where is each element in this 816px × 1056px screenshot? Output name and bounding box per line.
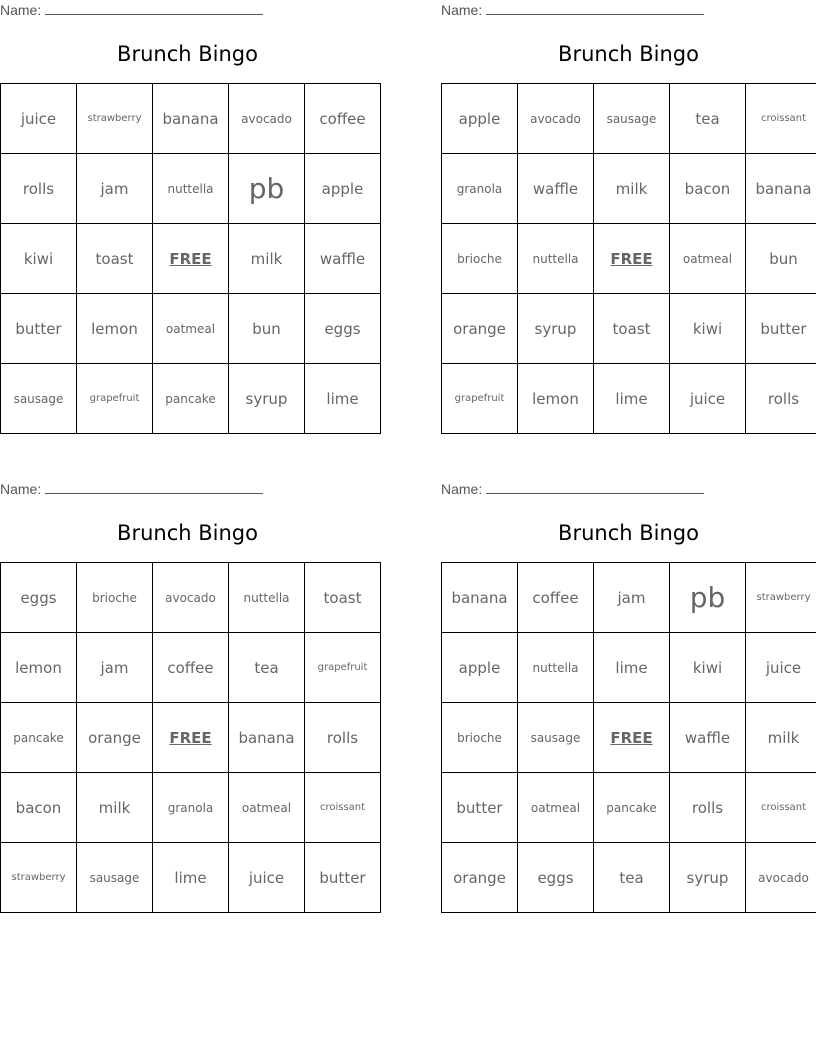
bingo-cell: banana [746, 154, 816, 224]
bingo-cell: juice [670, 364, 746, 434]
card-title: Brunch Bingo [117, 42, 258, 66]
bingo-cell: lime [594, 364, 670, 434]
free-space-cell: FREE [153, 224, 229, 294]
bingo-cell: syrup [229, 364, 305, 434]
bingo-cell: orange [442, 843, 518, 913]
grid-row [442, 224, 816, 294]
bingo-cell: milk [229, 224, 305, 294]
bingo-cell: butter [746, 294, 816, 364]
bingo-cell: kiwi [1, 224, 77, 294]
bingo-cell: syrup [670, 843, 746, 913]
bingo-cell: waffle [305, 224, 381, 294]
bingo-cell: eggs [1, 563, 77, 633]
bingo-cell: orange [77, 703, 153, 773]
bingo-cell: sausage [518, 703, 594, 773]
bingo-cell: oatmeal [670, 224, 746, 294]
grid-row [1, 364, 381, 434]
bingo-cell: pb [670, 563, 746, 633]
grid-row [442, 703, 816, 773]
grid-row [1, 224, 381, 294]
bingo-cell: kiwi [670, 633, 746, 703]
bingo-cell: nuttella [153, 154, 229, 224]
bingo-cell: lime [153, 843, 229, 913]
bingo-cell: jam [77, 633, 153, 703]
bingo-cell: nuttella [229, 563, 305, 633]
grid-row [1, 154, 381, 224]
name-field [0, 2, 263, 18]
bingo-cell: banana [153, 84, 229, 154]
bingo-cell: oatmeal [153, 294, 229, 364]
bingo-cell: sausage [1, 364, 77, 434]
grid-row [1, 633, 381, 703]
grid-row [442, 84, 816, 154]
grid-row [442, 294, 816, 364]
bingo-cell: banana [229, 703, 305, 773]
bingo-cell: croissant [746, 773, 816, 843]
bingo-cell: coffee [518, 563, 594, 633]
bingo-cell: avocado [518, 84, 594, 154]
card-title: Brunch Bingo [117, 521, 258, 545]
grid-row [1, 563, 381, 633]
bingo-cell: rolls [670, 773, 746, 843]
bingo-cell: tea [229, 633, 305, 703]
bingo-cell: apple [442, 84, 518, 154]
bingo-cell: juice [1, 84, 77, 154]
bingo-cell: apple [442, 633, 518, 703]
card-title: Brunch Bingo [558, 521, 699, 545]
bingo-cell: croissant [305, 773, 381, 843]
bingo-grid [441, 562, 816, 913]
bingo-cell: butter [1, 294, 77, 364]
card-title: Brunch Bingo [558, 42, 699, 66]
bingo-cell: oatmeal [518, 773, 594, 843]
bingo-cell: juice [746, 633, 816, 703]
bingo-cell: tea [594, 843, 670, 913]
bingo-grid [0, 83, 381, 434]
free-space-cell: FREE [594, 224, 670, 294]
bingo-cell: bun [229, 294, 305, 364]
grid-row [1, 773, 381, 843]
bingo-cell: pb [229, 154, 305, 224]
bingo-cell: lemon [1, 633, 77, 703]
bingo-cell: coffee [153, 633, 229, 703]
grid-row [442, 633, 816, 703]
name-field [0, 481, 263, 497]
bingo-cell: lime [305, 364, 381, 434]
bingo-cell: nuttella [518, 224, 594, 294]
bingo-cell: rolls [1, 154, 77, 224]
grid-row [442, 563, 816, 633]
bingo-cell: milk [77, 773, 153, 843]
grid-row [442, 773, 816, 843]
bingo-cell: waffle [518, 154, 594, 224]
name-blank-line [45, 481, 263, 494]
bingo-cell: lime [594, 633, 670, 703]
bingo-cell: rolls [305, 703, 381, 773]
grid-row [442, 154, 816, 224]
name-label: Name: [441, 2, 483, 18]
bingo-cell: rolls [746, 364, 816, 434]
bingo-cell: avocado [746, 843, 816, 913]
bingo-cell: butter [305, 843, 381, 913]
bingo-cell: grapefruit [305, 633, 381, 703]
bingo-cell: sausage [594, 84, 670, 154]
bingo-cell: coffee [305, 84, 381, 154]
bingo-grid [441, 83, 816, 434]
bingo-grid [0, 562, 381, 913]
name-blank-line [45, 2, 263, 15]
bingo-cell: kiwi [670, 294, 746, 364]
name-blank-line [486, 481, 704, 494]
bingo-cell: waffle [670, 703, 746, 773]
name-label: Name: [0, 481, 42, 497]
bingo-cell: brioche [442, 224, 518, 294]
bingo-cell: banana [442, 563, 518, 633]
bingo-cell: jam [77, 154, 153, 224]
free-space-cell: FREE [594, 703, 670, 773]
bingo-cell: milk [594, 154, 670, 224]
bingo-cell: butter [442, 773, 518, 843]
grid-row [442, 364, 816, 434]
bingo-cell: milk [746, 703, 816, 773]
bingo-cell: apple [305, 154, 381, 224]
grid-row [1, 294, 381, 364]
bingo-cell: grapefruit [442, 364, 518, 434]
free-space-cell: FREE [153, 703, 229, 773]
bingo-cell: strawberry [77, 84, 153, 154]
bingo-cell: eggs [305, 294, 381, 364]
bingo-cell: sausage [77, 843, 153, 913]
bingo-cell: bun [746, 224, 816, 294]
bingo-cell: grapefruit [77, 364, 153, 434]
bingo-cell: syrup [518, 294, 594, 364]
name-field [441, 481, 704, 497]
bingo-cell: eggs [518, 843, 594, 913]
bingo-cell: toast [305, 563, 381, 633]
bingo-cell: strawberry [746, 563, 816, 633]
bingo-cell: avocado [153, 563, 229, 633]
bingo-cell: jam [594, 563, 670, 633]
bingo-cell: tea [670, 84, 746, 154]
bingo-cell: bacon [1, 773, 77, 843]
bingo-cell: lemon [518, 364, 594, 434]
grid-row [442, 843, 816, 913]
bingo-cell: toast [77, 224, 153, 294]
grid-row [1, 703, 381, 773]
bingo-cell: juice [229, 843, 305, 913]
bingo-cell: pancake [1, 703, 77, 773]
bingo-cell: strawberry [1, 843, 77, 913]
bingo-cell: granola [153, 773, 229, 843]
name-field [441, 2, 704, 18]
bingo-cell: nuttella [518, 633, 594, 703]
name-blank-line [486, 2, 704, 15]
name-label: Name: [441, 481, 483, 497]
bingo-cell: pancake [153, 364, 229, 434]
bingo-cell: brioche [442, 703, 518, 773]
bingo-cell: oatmeal [229, 773, 305, 843]
bingo-cell: brioche [77, 563, 153, 633]
bingo-cell: avocado [229, 84, 305, 154]
bingo-cell: bacon [670, 154, 746, 224]
name-label: Name: [0, 2, 42, 18]
bingo-cell: lemon [77, 294, 153, 364]
grid-row [1, 843, 381, 913]
bingo-cell: croissant [746, 84, 816, 154]
bingo-cell: granola [442, 154, 518, 224]
bingo-cell: orange [442, 294, 518, 364]
bingo-cell: toast [594, 294, 670, 364]
grid-row [1, 84, 381, 154]
bingo-cell: pancake [594, 773, 670, 843]
